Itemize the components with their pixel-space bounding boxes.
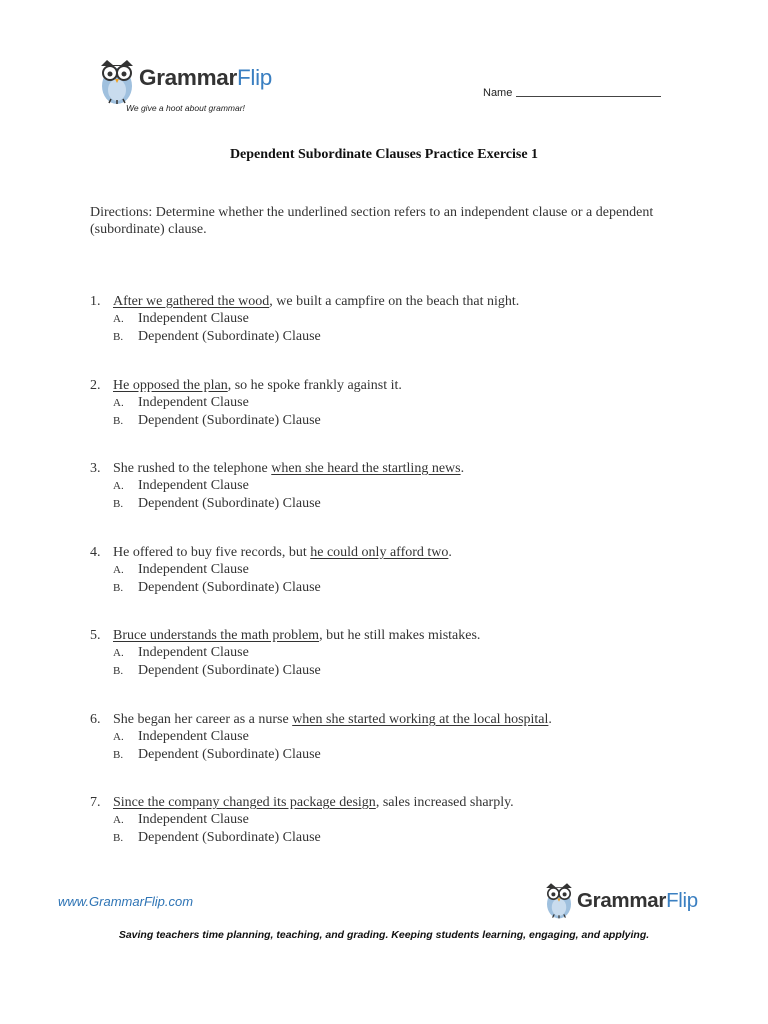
option-letter: A. [113,731,124,743]
sentence-text: . [448,545,452,560]
question-number: 1. [90,294,101,309]
option-letter: B. [113,749,124,761]
option-letter: A. [113,564,124,576]
question-number: 4. [90,545,101,560]
logo-wordmark [139,65,272,91]
option-dependent[interactable] [90,412,690,430]
option-label: Independent Clause [138,478,249,493]
option-label: Independent Clause [138,311,249,326]
option-independent[interactable] [90,811,690,829]
question-sentence [90,627,690,644]
underlined-clause: when she heard the startling news [271,461,461,476]
logo-tagline: We give a hoot about grammar! [126,103,245,113]
question-sentence [90,377,690,394]
sentence-text: He offered to buy five records, but [113,545,311,560]
grammarflip-logo [97,56,297,118]
option-letter: B. [113,832,124,844]
option-label: Dependent (Subordinate) Clause [138,580,321,595]
question-sentence [90,794,690,811]
question-sentence [90,544,690,561]
footer-logo-word-grammar: Grammar [577,889,667,912]
footer-grammarflip-logo [543,880,703,922]
option-dependent[interactable] [90,662,690,680]
footer-logo-word-flip: Flip [666,889,698,912]
option-label: Dependent (Subordinate) Clause [138,747,321,762]
option-label: Independent Clause [138,729,249,744]
question-item [90,293,690,346]
logo-word-grammar: Grammar [139,65,237,90]
option-letter: A. [113,313,124,325]
option-dependent[interactable] [90,328,690,346]
sentence-text: She rushed to the telephone [113,461,272,476]
sentence-text: She began her career as a nurse [113,712,293,727]
option-label: Independent Clause [138,812,249,827]
sentence-text: , we built a campfire on the beach that night. [269,294,520,309]
option-label: Dependent (Subordinate) Clause [138,830,321,845]
option-dependent[interactable] [90,829,690,847]
option-letter: A. [113,647,124,659]
page-title: Dependent Subordinate Clauses Practice Exercise 1 [229,147,539,162]
underlined-clause: he could only afford two [310,545,449,560]
option-label: Independent Clause [138,395,249,410]
name-label: Name [483,87,513,99]
option-dependent[interactable] [90,579,690,597]
sentence-text: , sales increased sharply. [375,795,514,810]
question-number: 7. [90,795,101,810]
option-label: Independent Clause [138,645,249,660]
option-independent[interactable] [90,561,690,579]
option-label: Dependent (Subordinate) Clause [138,329,321,344]
option-letter: B. [113,498,124,510]
option-label: Dependent (Subordinate) Clause [138,496,321,511]
option-independent[interactable] [90,644,690,662]
option-independent[interactable] [90,728,690,746]
option-letter: A. [113,480,124,492]
footer-tagline: Saving teachers time planning, teaching, and grading. Keeping students learning, engaging, and applying. [118,929,650,941]
sentence-text: . [460,461,465,476]
option-label: Independent Clause [138,562,249,577]
name-blank-line[interactable] [516,96,661,97]
question-number: 5. [90,628,101,643]
option-independent[interactable] [90,394,690,412]
question-sentence [90,293,690,310]
logo-word-flip: Flip [236,65,273,90]
option-letter: B. [113,331,124,343]
underlined-clause: After we gathered the wood [113,294,270,309]
footer-url-link[interactable]: www.GrammarFlip.com [58,894,194,909]
option-label: Dependent (Subordinate) Clause [138,413,321,428]
option-dependent[interactable] [90,746,690,764]
directions-text: Directions: Determine whether the underlined section refers to an independent clause or a dependent (subordinate) clause. [90,205,654,237]
option-independent[interactable] [90,477,690,495]
option-letter: B. [113,665,124,677]
option-independent[interactable] [90,310,690,328]
option-letter: B. [113,415,124,427]
question-number: 6. [90,712,101,727]
sentence-text: . [548,712,552,727]
question-sentence [90,711,690,728]
question-item [90,377,690,430]
footer-logo-wordmark [577,889,698,913]
question-item [90,460,690,513]
question-item [90,794,690,847]
underlined-clause: Since the company changed its package design [113,795,376,810]
question-number: 2. [90,378,101,393]
option-label: Dependent (Subordinate) Clause [138,663,321,678]
underlined-clause: He opposed the plan [113,378,228,393]
sentence-text: , but he still makes mistakes. [319,628,481,643]
owl-icon [543,880,575,920]
question-item [90,627,690,680]
question-sentence [90,460,690,477]
sentence-text: , so he spoke frankly against it. [227,378,402,393]
option-letter: A. [113,397,124,409]
option-dependent[interactable] [90,495,690,513]
question-item [90,711,690,764]
option-letter: B. [113,582,124,594]
name-field [483,87,661,99]
owl-icon [97,56,137,106]
question-item [90,544,690,597]
option-letter: A. [113,814,124,826]
underlined-clause: Bruce understands the math problem [113,628,320,643]
underlined-clause: when she started working at the local hospital [292,712,549,727]
question-number: 3. [90,461,101,476]
